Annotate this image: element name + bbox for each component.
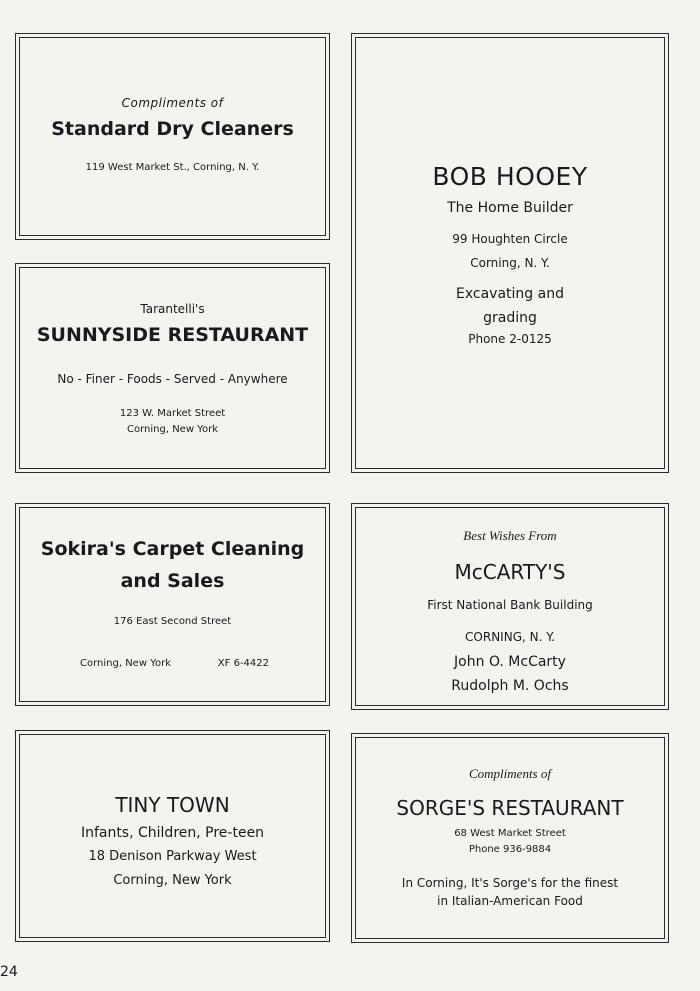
ad-business-name: Standard Dry Cleaners bbox=[51, 118, 294, 140]
ad-address: 99 Houghten Circle bbox=[452, 232, 568, 246]
ad-tiny-town bbox=[15, 730, 330, 942]
ad-bob-hooey bbox=[351, 33, 669, 473]
ad-intro: Compliments of bbox=[469, 766, 551, 781]
ad-person: Rudolph M. Ochs bbox=[451, 678, 569, 694]
ad-sunnyside-restaurant bbox=[15, 263, 330, 473]
ad-intro: Best Wishes From bbox=[463, 528, 557, 543]
ad-sokira-carpet-cleaning bbox=[15, 503, 330, 706]
ad-slogan: in Italian-American Food bbox=[437, 894, 583, 908]
ad-city: Corning, New York bbox=[113, 873, 232, 888]
ad-address: 119 West Market St., Corning, N. Y. bbox=[85, 162, 260, 173]
ad-mccartys bbox=[351, 503, 669, 710]
ad-business-name: BOB HOOEY bbox=[432, 162, 588, 191]
ad-person: John O. McCarty bbox=[454, 654, 566, 670]
ad-business-name: TINY TOWN bbox=[115, 793, 230, 817]
ad-phone: Phone 936-9884 bbox=[468, 844, 552, 855]
ad-intro: Tarantelli's bbox=[140, 302, 205, 316]
ad-slogan: In Corning, It's Sorge's for the finest bbox=[401, 876, 619, 890]
ad-business-name: SORGE'S RESTAURANT bbox=[396, 796, 624, 820]
page-number: 24 bbox=[0, 964, 18, 980]
ad-service: grading bbox=[483, 310, 537, 326]
ad-city: Corning, N. Y. bbox=[470, 256, 550, 270]
ad-business-name: Sokira's Carpet Cleaning bbox=[40, 538, 305, 560]
ad-business-name: SUNNYSIDE RESTAURANT bbox=[36, 324, 309, 346]
ad-slogan: No - Finer - Foods - Served - Anywhere bbox=[57, 372, 288, 386]
ad-business-name: and Sales bbox=[120, 570, 225, 592]
ad-address: 123 W. Market Street bbox=[119, 408, 226, 419]
ad-tagline: Infants, Children, Pre-teen bbox=[80, 825, 265, 841]
ad-phone: XF 6-4422 bbox=[217, 658, 269, 669]
ad-address: 18 Denison Parkway West bbox=[88, 849, 257, 864]
ad-business-name: McCARTY'S bbox=[454, 560, 566, 584]
ad-city: Corning, New York bbox=[127, 424, 218, 435]
ad-building: First National Bank Building bbox=[427, 598, 593, 612]
ad-phone: Phone 2-0125 bbox=[468, 332, 552, 346]
ad-sorges-restaurant bbox=[351, 733, 669, 943]
ad-standard-dry-cleaners bbox=[15, 33, 330, 240]
ad-city: Corning, New York bbox=[80, 658, 171, 669]
ad-city: CORNING, N. Y. bbox=[465, 630, 555, 644]
ad-intro: Compliments of bbox=[121, 96, 224, 110]
ad-tagline: The Home Builder bbox=[447, 200, 573, 216]
ad-address: 68 West Market Street bbox=[454, 828, 566, 839]
ad-address: 176 East Second Street bbox=[113, 616, 232, 627]
ad-service: Excavating and bbox=[456, 286, 564, 302]
